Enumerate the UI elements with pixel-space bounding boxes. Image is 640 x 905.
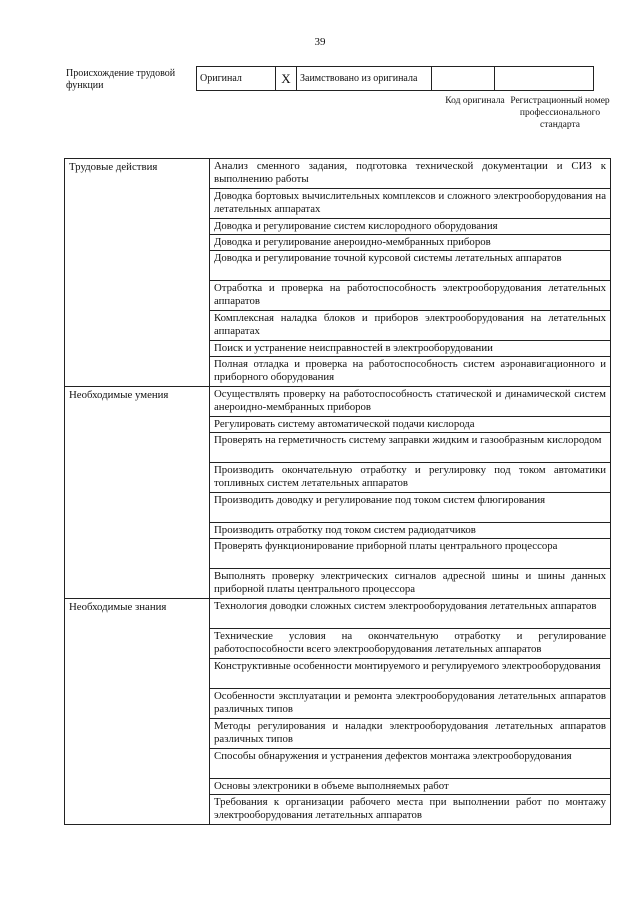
origin-label: Происхождение трудовой функции — [66, 68, 176, 91]
original-cell: Оригинал — [197, 67, 276, 91]
section-item: Доводка бортовых вычислительных комплексов и сложного электрооборудования на летательных аппаратах — [210, 189, 611, 219]
origin-table — [196, 66, 594, 91]
table-row — [65, 599, 611, 629]
section-item: Способы обнаружения и устранения дефектов монтажа электрооборудования — [210, 749, 611, 779]
section-item: Конструктивные особенности монтируемого и регулируемого электрооборудования — [210, 659, 611, 689]
section-item: Проверять функционирование приборной платы центрального процессора — [210, 539, 611, 569]
section-item: Производить отработку под током систем радиодатчиков — [210, 523, 611, 539]
page-number: 39 — [314, 36, 326, 48]
section-item: Регулировать систему автоматической подачи кислорода — [210, 417, 611, 433]
section-item: Полная отладка и проверка на работоспособность систем аэронавигационного и приборного оборудования — [210, 357, 611, 387]
section-item: Поиск и устранение неисправностей в электрооборудовании — [210, 341, 611, 357]
section-item: Методы регулирования и наладки электрооборудования летательных аппаратов различных типов — [210, 719, 611, 749]
original-mark: X — [276, 67, 297, 91]
section-item: Основы электроники в объеме выполняемых работ — [210, 779, 611, 795]
section-item: Анализ сменного задания, подготовка технической документации и СИЗ к выполнению работы — [210, 159, 611, 189]
section-item: Проверять на герметичность систему заправки жидким и газообразным кислородом — [210, 433, 611, 463]
table-row — [65, 387, 611, 417]
function-table — [64, 158, 611, 825]
section-item: Требования к организации рабочего места при выполнении работ по монтажу электрооборудования летательных аппаратов — [210, 795, 611, 825]
section-item: Доводка и регулирование точной курсовой системы летательных аппаратов — [210, 251, 611, 281]
code-cell — [432, 67, 495, 91]
section-item: Доводка и регулирование анероидно-мембранных приборов — [210, 235, 611, 251]
reg-caption: Регистрационный номер профессионального стандарта — [510, 96, 610, 130]
section-label: Необходимые умения — [65, 387, 210, 599]
section-item: Осуществлять проверку на работоспособность статической и динамической систем анероидно-мембранных приборов — [210, 387, 611, 417]
section-item: Технические условия на окончательную отработку и регулирование работоспособности всего электрооборудования летательных аппаратов — [210, 629, 611, 659]
section-item: Выполнять проверку электрических сигналов адресной шины и шины данных приборной платы центрального процессора — [210, 569, 611, 599]
table-row — [65, 159, 611, 189]
section-item: Отработка и проверка на работоспособность электрооборудования летательных аппаратов — [210, 281, 611, 311]
section-item: Особенности эксплуатации и ремонта электрооборудования летательных аппаратов различных типов — [210, 689, 611, 719]
borrowed-cell: Заимствовано из оригинала — [297, 67, 432, 91]
section-item: Производить доводку и регулирование под током систем флюгирования — [210, 493, 611, 523]
section-item: Комплексная наладка блоков и приборов электрооборудования на летательных аппаратах — [210, 311, 611, 341]
section-label: Трудовые действия — [65, 159, 210, 387]
section-label: Необходимые знания — [65, 599, 210, 825]
reg-number-cell — [495, 67, 594, 91]
section-item: Производить окончательную отработку и регулировку под током автоматики топливных систем летательных аппаратов — [210, 463, 611, 493]
section-item: Технология доводки сложных систем электрооборудования летательных аппаратов — [210, 599, 611, 629]
code-caption: Код оригинала — [445, 96, 505, 106]
section-item: Доводка и регулирование систем кислородного оборудования — [210, 219, 611, 235]
